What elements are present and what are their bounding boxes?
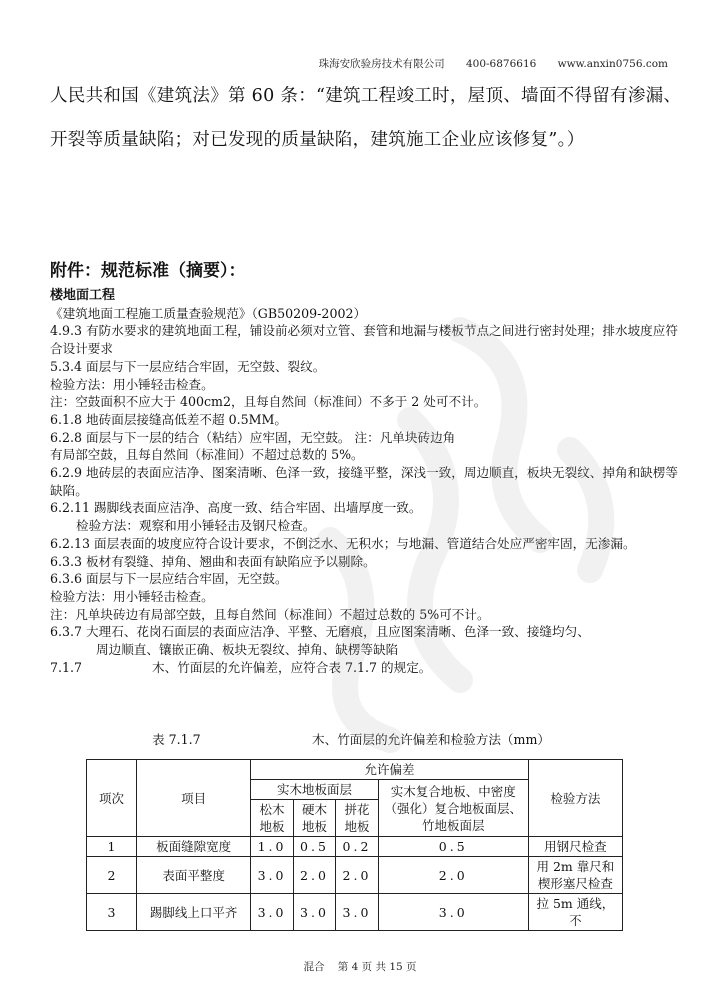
clause-line: 6.3.3 板材有裂缝、掉角、翘曲和表面有缺陷应予以剔除。	[50, 553, 376, 569]
header-cell: 项次	[87, 760, 137, 837]
clause-line: 6.2.9 地砖层的表面应洁净、图案清晰、色泽一致，接缝平整，深浅一致，周边顺直，板块无裂纹、掉角和缺楞等缺陷。	[50, 465, 678, 498]
table-number: 表 7.1.7	[152, 732, 201, 747]
header-cell: 允许偏差	[251, 760, 529, 780]
table-cell: 0.5	[293, 837, 335, 857]
tolerance-table	[86, 759, 623, 931]
table-caption	[152, 729, 550, 748]
table-cell: 1	[87, 837, 137, 857]
footer-label: 混合	[303, 961, 325, 973]
attachment-title: 附件：规范标准（摘要）：	[50, 261, 246, 281]
clause-line: 5.3.4 面层与下一层应结合牢固，无空鼓、裂纹。	[50, 358, 326, 374]
clause-line: 检验方法：用小锤轻击检查。	[50, 376, 214, 392]
table-cell: 2.0	[378, 857, 528, 894]
table-cell: 2	[87, 857, 137, 894]
table-row	[87, 857, 623, 894]
clause-line: 检验方法：观察和用小锤轻击及钢尺检查。	[76, 518, 316, 534]
clause-line: 6.2.13 面层表面的坡度应符合设计要求，不倒泛水、无积水；与地漏、管道结合处应严密牢固，无渗漏。	[50, 535, 636, 551]
header-cell: 拼花地板	[336, 800, 378, 837]
table-title: 木、竹面层的允许偏差和检验方法（mm）	[312, 732, 550, 747]
clause-line: 6.2.8 面层与下一层的结合（粘结）应牢固，无空鼓。 注：凡单块砖边角	[50, 429, 456, 445]
header-cell: 实木复合地板、中密度（强化）复合地板面层、竹地板面层	[378, 780, 528, 837]
company-phone: 400-6876616	[465, 58, 537, 70]
page-footer	[0, 959, 720, 974]
table-cell: 拉 5m 通线，不	[528, 894, 622, 931]
clause-line: 注：空鼓面积不应大于 400cm2，且每自然间（标准间）不多于 2 处可不计。	[50, 394, 487, 410]
table-cell: 用 2m 靠尺和楔形塞尺检查	[528, 857, 622, 894]
table-cell: 0.5	[378, 837, 528, 857]
clause-line: 6.3.6 面层与下一层应结合牢固，无空鼓。	[50, 571, 288, 587]
table-header-row	[87, 760, 623, 780]
table-cell: 1.0	[251, 837, 293, 857]
header-cell: 松木地板	[251, 800, 293, 837]
table-cell: 3.0	[251, 857, 293, 894]
table-cell: 2.0	[336, 857, 378, 894]
table-cell: 板面缝隙宽度	[137, 837, 251, 857]
header-cell: 硬木地板	[293, 800, 335, 837]
intro-line: 人民共和国《建筑法》第 60 条：“建筑工程竣工时，屋顶、墙面不得留有渗漏、	[50, 86, 682, 106]
clause-line: 6.1.8 地砖面层接缝高低差不超 0.5MM。	[50, 411, 287, 427]
header-cell: 项目	[137, 760, 251, 837]
clause-text: 木、竹面层的允许偏差，应符合表 7.1.7 的规定。	[152, 659, 432, 675]
clause-line: 注：凡单块砖边有局部空鼓，且每自然间（标准间）不超过总数的 5%可不计。	[50, 606, 490, 622]
table-cell: 3.0	[251, 894, 293, 931]
header-cell: 检验方法	[528, 760, 622, 837]
clause-number: 7.1.7	[50, 659, 83, 675]
table-cell: 2.0	[293, 857, 335, 894]
table-cell: 用钢尺检查	[528, 837, 622, 857]
table-cell: 3	[87, 894, 137, 931]
clause-line: 周边顺直、镶嵌正确、板块无裂纹、掉角、缺楞等缺陷	[96, 642, 399, 658]
table-cell: 踢脚线上口平齐	[137, 894, 251, 931]
clause-line: 6.3.7 大理石、花岗石面层的表面应洁净、平整、无磨痕，且应图案清晰、色泽一致、接缝均匀、	[50, 624, 590, 640]
page-header	[0, 56, 720, 71]
page-number: 第 4 页 共 15 页	[337, 961, 417, 973]
table-cell: 3.0	[378, 894, 528, 931]
standards-excerpt	[50, 287, 680, 676]
company-website: www.anxin0756.com	[557, 58, 668, 70]
clause-line	[50, 659, 680, 677]
table-cell: 3.0	[336, 894, 378, 931]
clause-line: 有局部空鼓，且每自然间（标准间）不超过总数的 5%。	[50, 447, 364, 463]
intro-paragraph	[50, 74, 690, 162]
clause-line: 《建筑地面工程施工质量查验规范》（GB50209-2002）	[50, 305, 367, 321]
company-name: 珠海安欣验房技术有限公司	[318, 58, 445, 70]
table-cell: 3.0	[293, 894, 335, 931]
intro-line: 开裂等质量缺陷；对已发现的质量缺陷，建筑施工企业应该修复”。）	[50, 130, 585, 150]
header-cell: 实木地板面层	[251, 780, 378, 800]
clause-line: 4.9.3 有防水要求的建筑地面工程，铺设前必须对立管、套管和地漏与楼板节点之间进行密封处理；排水坡度应符合设计要求	[50, 323, 678, 357]
table-cell: 0.2	[336, 837, 378, 857]
clause-line: 6.2.11 踢脚线表面应洁净、高度一致、结合牢固、出墙厚度一致。	[50, 500, 422, 516]
table-row	[87, 837, 623, 857]
clause-line: 检验方法：用小锤轻击检查。	[50, 588, 214, 604]
table-cell: 表面平整度	[137, 857, 251, 894]
section-title: 楼地面工程	[50, 288, 116, 303]
table-row	[87, 894, 623, 931]
